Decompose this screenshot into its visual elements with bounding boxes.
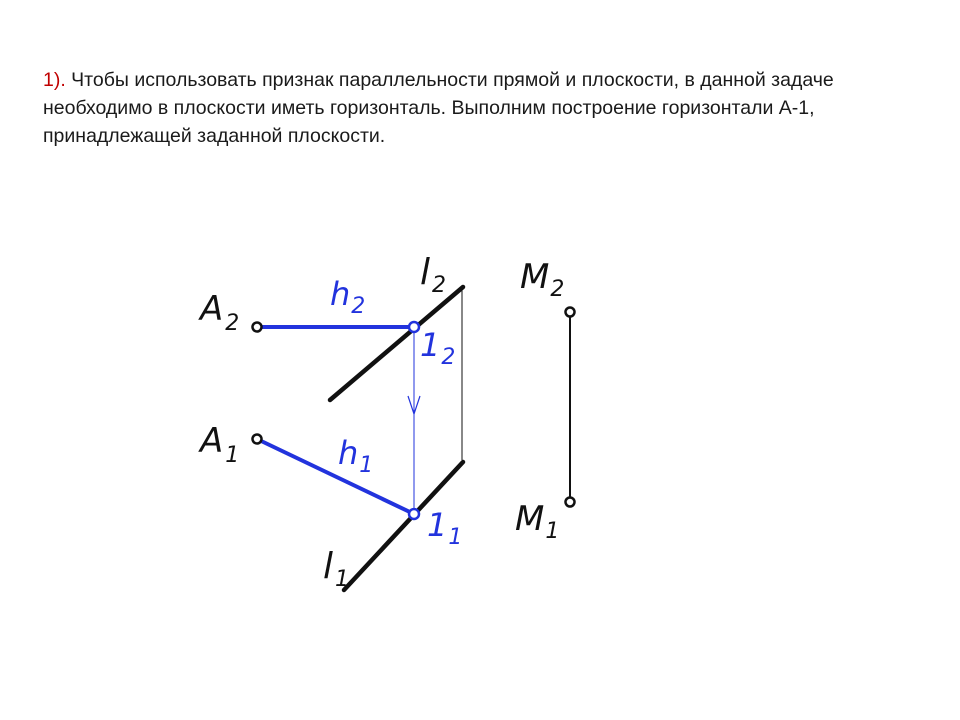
point-a2 — [253, 323, 262, 332]
point-a1 — [253, 435, 262, 444]
label-l2: $l_2$ — [420, 252, 447, 298]
step-number: 1). — [43, 69, 66, 91]
point-12 — [409, 322, 419, 332]
label-a1: $A_1$ — [200, 421, 240, 468]
label-m2: $M_2$ — [520, 257, 565, 302]
label-11: $1_1$ — [427, 506, 463, 550]
point-m1 — [566, 498, 575, 507]
label-a2: $A_2$ — [200, 289, 240, 336]
point-11 — [409, 509, 419, 519]
label-12: $1_2$ — [420, 326, 456, 370]
label-h2: $h_2$ — [330, 275, 366, 319]
line-h1 — [257, 439, 414, 514]
task-description: Чтобы использовать признак параллельности прямой и плоскости, в данной задаче необходимо в плоскости иметь горизонталь. Выполним построение горизонтали А-1, принадлежащей заданной плоскости. — [43, 69, 834, 147]
point-m2 — [566, 308, 575, 317]
label-m1: $M_1$ — [515, 499, 560, 544]
label-h1: $h_1$ — [338, 434, 374, 478]
label-l1: $l_1$ — [323, 546, 350, 592]
